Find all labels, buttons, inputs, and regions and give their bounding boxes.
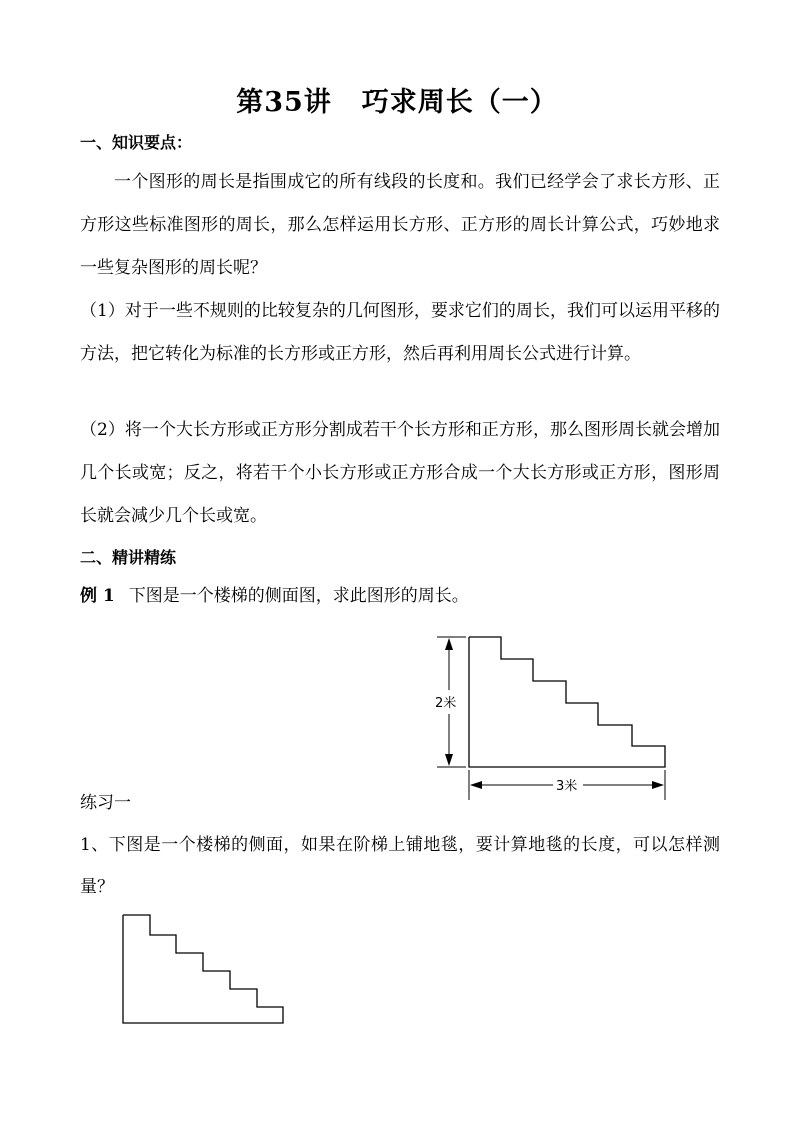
practice-staircase-outline — [123, 915, 283, 1023]
arrow-right-icon — [652, 781, 664, 789]
arrow-left-icon — [470, 781, 482, 789]
practice-heading: 练习一 — [80, 793, 131, 813]
section-heading-knowledge: 一、知识要点： — [80, 133, 193, 152]
intro-paragraph: 一个图形的周长是指围成它的所有线段的长度和。我们已经学会了求长方形、正方形这些标准图形的周长，那么怎样运用长方形、正方形的周长计算公式，巧妙地求一些复杂图形的周长呢？ — [80, 172, 720, 278]
arrow-down-icon — [445, 754, 453, 766]
arrow-up-icon — [445, 638, 453, 650]
practice-question-1: 1、下图是一个楼梯的侧面，如果在阶梯上铺地毯，要计算地毯的长度，可以怎样测量？ — [80, 835, 720, 897]
example-1 — [80, 583, 469, 609]
page-title — [0, 80, 794, 119]
section-heading-practice: 二、精讲精练 — [80, 548, 177, 567]
lecture-topic: 巧求周长（一） — [361, 87, 558, 118]
example-text: 下图是一个楼梯的侧面图，求此图形的周长。 — [128, 586, 469, 606]
height-label: 2米 — [435, 696, 457, 711]
point-2-paragraph: （2）将一个大长方形或正方形分割成若干个长方形和正方形，那么图形周长就会增加几个长或宽；反之，将若干个小长方形或正方形合成一个大长方形或正方形，图形周长就会减少几个长或宽。 — [80, 420, 720, 526]
width-label: 3米 — [556, 779, 578, 794]
point-1-paragraph: （1）对于一些不规则的比较复杂的几何图形，要求它们的周长，我们可以运用平移的方法，把它转化为标准的长方形或正方形，然后再利用周长公式进行计算。 — [80, 301, 720, 364]
lecture-number: 第35讲 — [236, 87, 332, 118]
example-label: 例 1 — [80, 586, 115, 606]
staircase-figure-example — [420, 620, 690, 810]
staircase-outline — [469, 637, 665, 767]
staircase-figure-practice — [100, 900, 300, 1040]
